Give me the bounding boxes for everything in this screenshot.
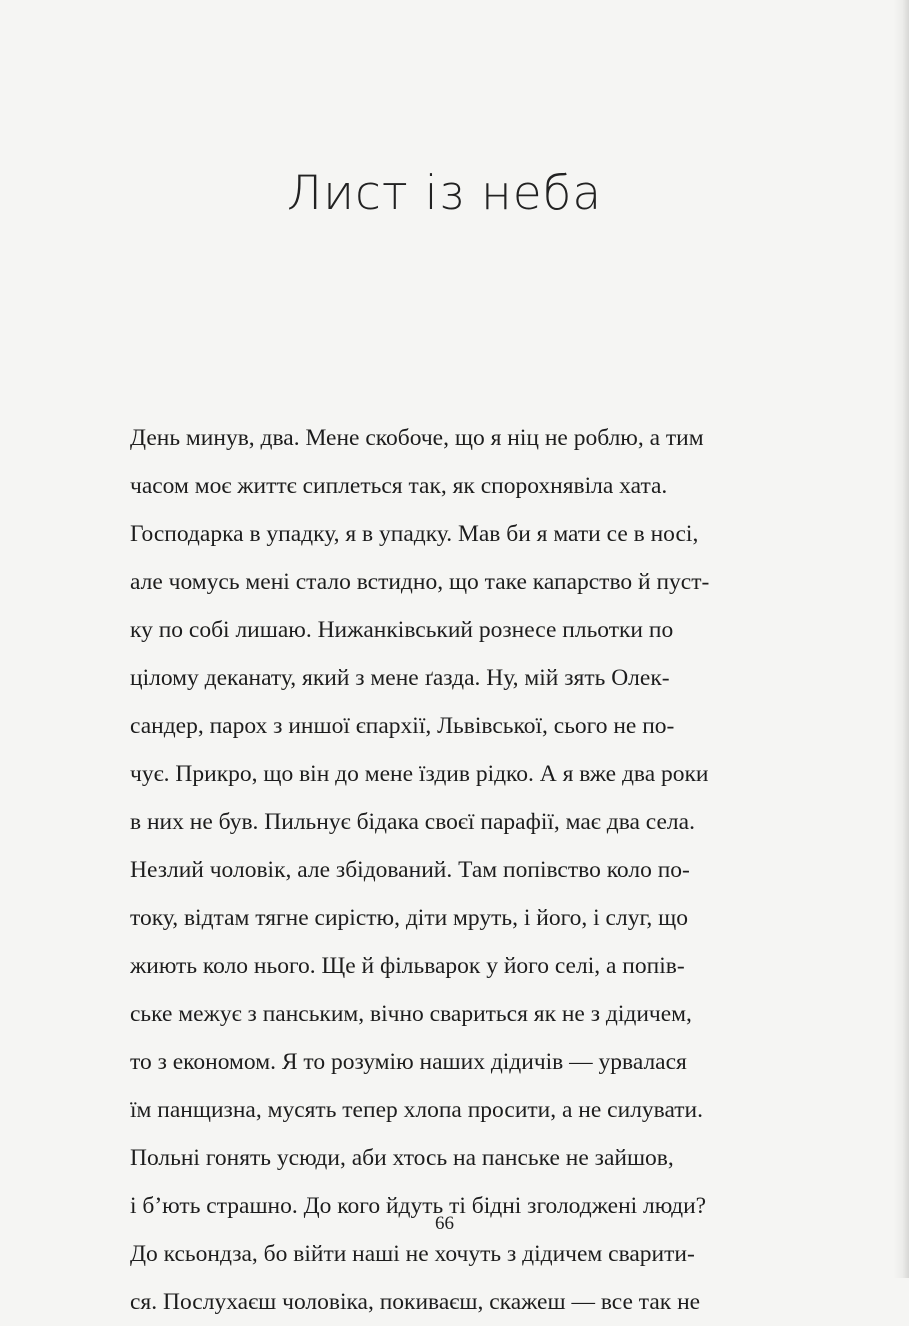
text-line: День минув, два. Мене скобоче, що я ніц не роблю, а тим (130, 425, 704, 451)
body-text (130, 414, 760, 1326)
page-number: 66 (435, 1213, 454, 1234)
text-line: в них не був. Пильнує бідака своєї парафії, має два села. (130, 809, 695, 835)
chapter-title: Лист із неба (286, 166, 603, 221)
text-line: цілому деканату, який з мене ґазда. Ну, мій зять Олек- (130, 665, 670, 691)
text-line: Польні гонять усюди, аби хтось на панське не зайшов, (130, 1145, 674, 1171)
text-line: часом моє життє сиплеться так, як спорохнявіла хата. (130, 473, 668, 499)
page-edge-shadow (893, 0, 909, 1278)
text-line: але чомусь мені стало встидно, що таке капарство й пуст- (130, 569, 710, 595)
text-line: ся. Послухаєш чоловіка, покиваєш, скажеш — все так не (130, 1289, 701, 1315)
text-line: Господарка в упадку, я в упадку. Мав би я мати се в носі, (130, 521, 699, 547)
text-line: жиють коло нього. Ще й фільварок у його селі, а попів- (130, 953, 685, 979)
text-line: До ксьондза, бо війти наші не хочуть з дідичем сварити- (130, 1241, 695, 1267)
text-line: току, відтам тягне сирістю, діти мруть, і його, і слуг, що (130, 905, 689, 931)
text-line: їм панщизна, мусять тепер хлопа просити, а не силувати. (130, 1097, 703, 1123)
text-line: чує. Прикро, що він до мене їздив рідко. А я вже два роки (130, 761, 709, 787)
text-line: то з економом. Я то розумію наших дідичів — урвалася (130, 1049, 687, 1075)
text-line: ське межує з панським, вічно свариться як не з дідичем, (130, 1001, 692, 1027)
text-line: і б’ють страшно. До кого йдуть ті бідні зголоджені люди? (130, 1193, 707, 1219)
text-line: сандер, парох з иншої єпархії, Львівської, сього не по- (130, 713, 675, 739)
text-line: Незлий чоловік, але збідований. Там попівство коло по- (130, 857, 690, 883)
text-line: ку по собі лишаю. Нижанківський рознесе пльотки по (130, 617, 674, 643)
